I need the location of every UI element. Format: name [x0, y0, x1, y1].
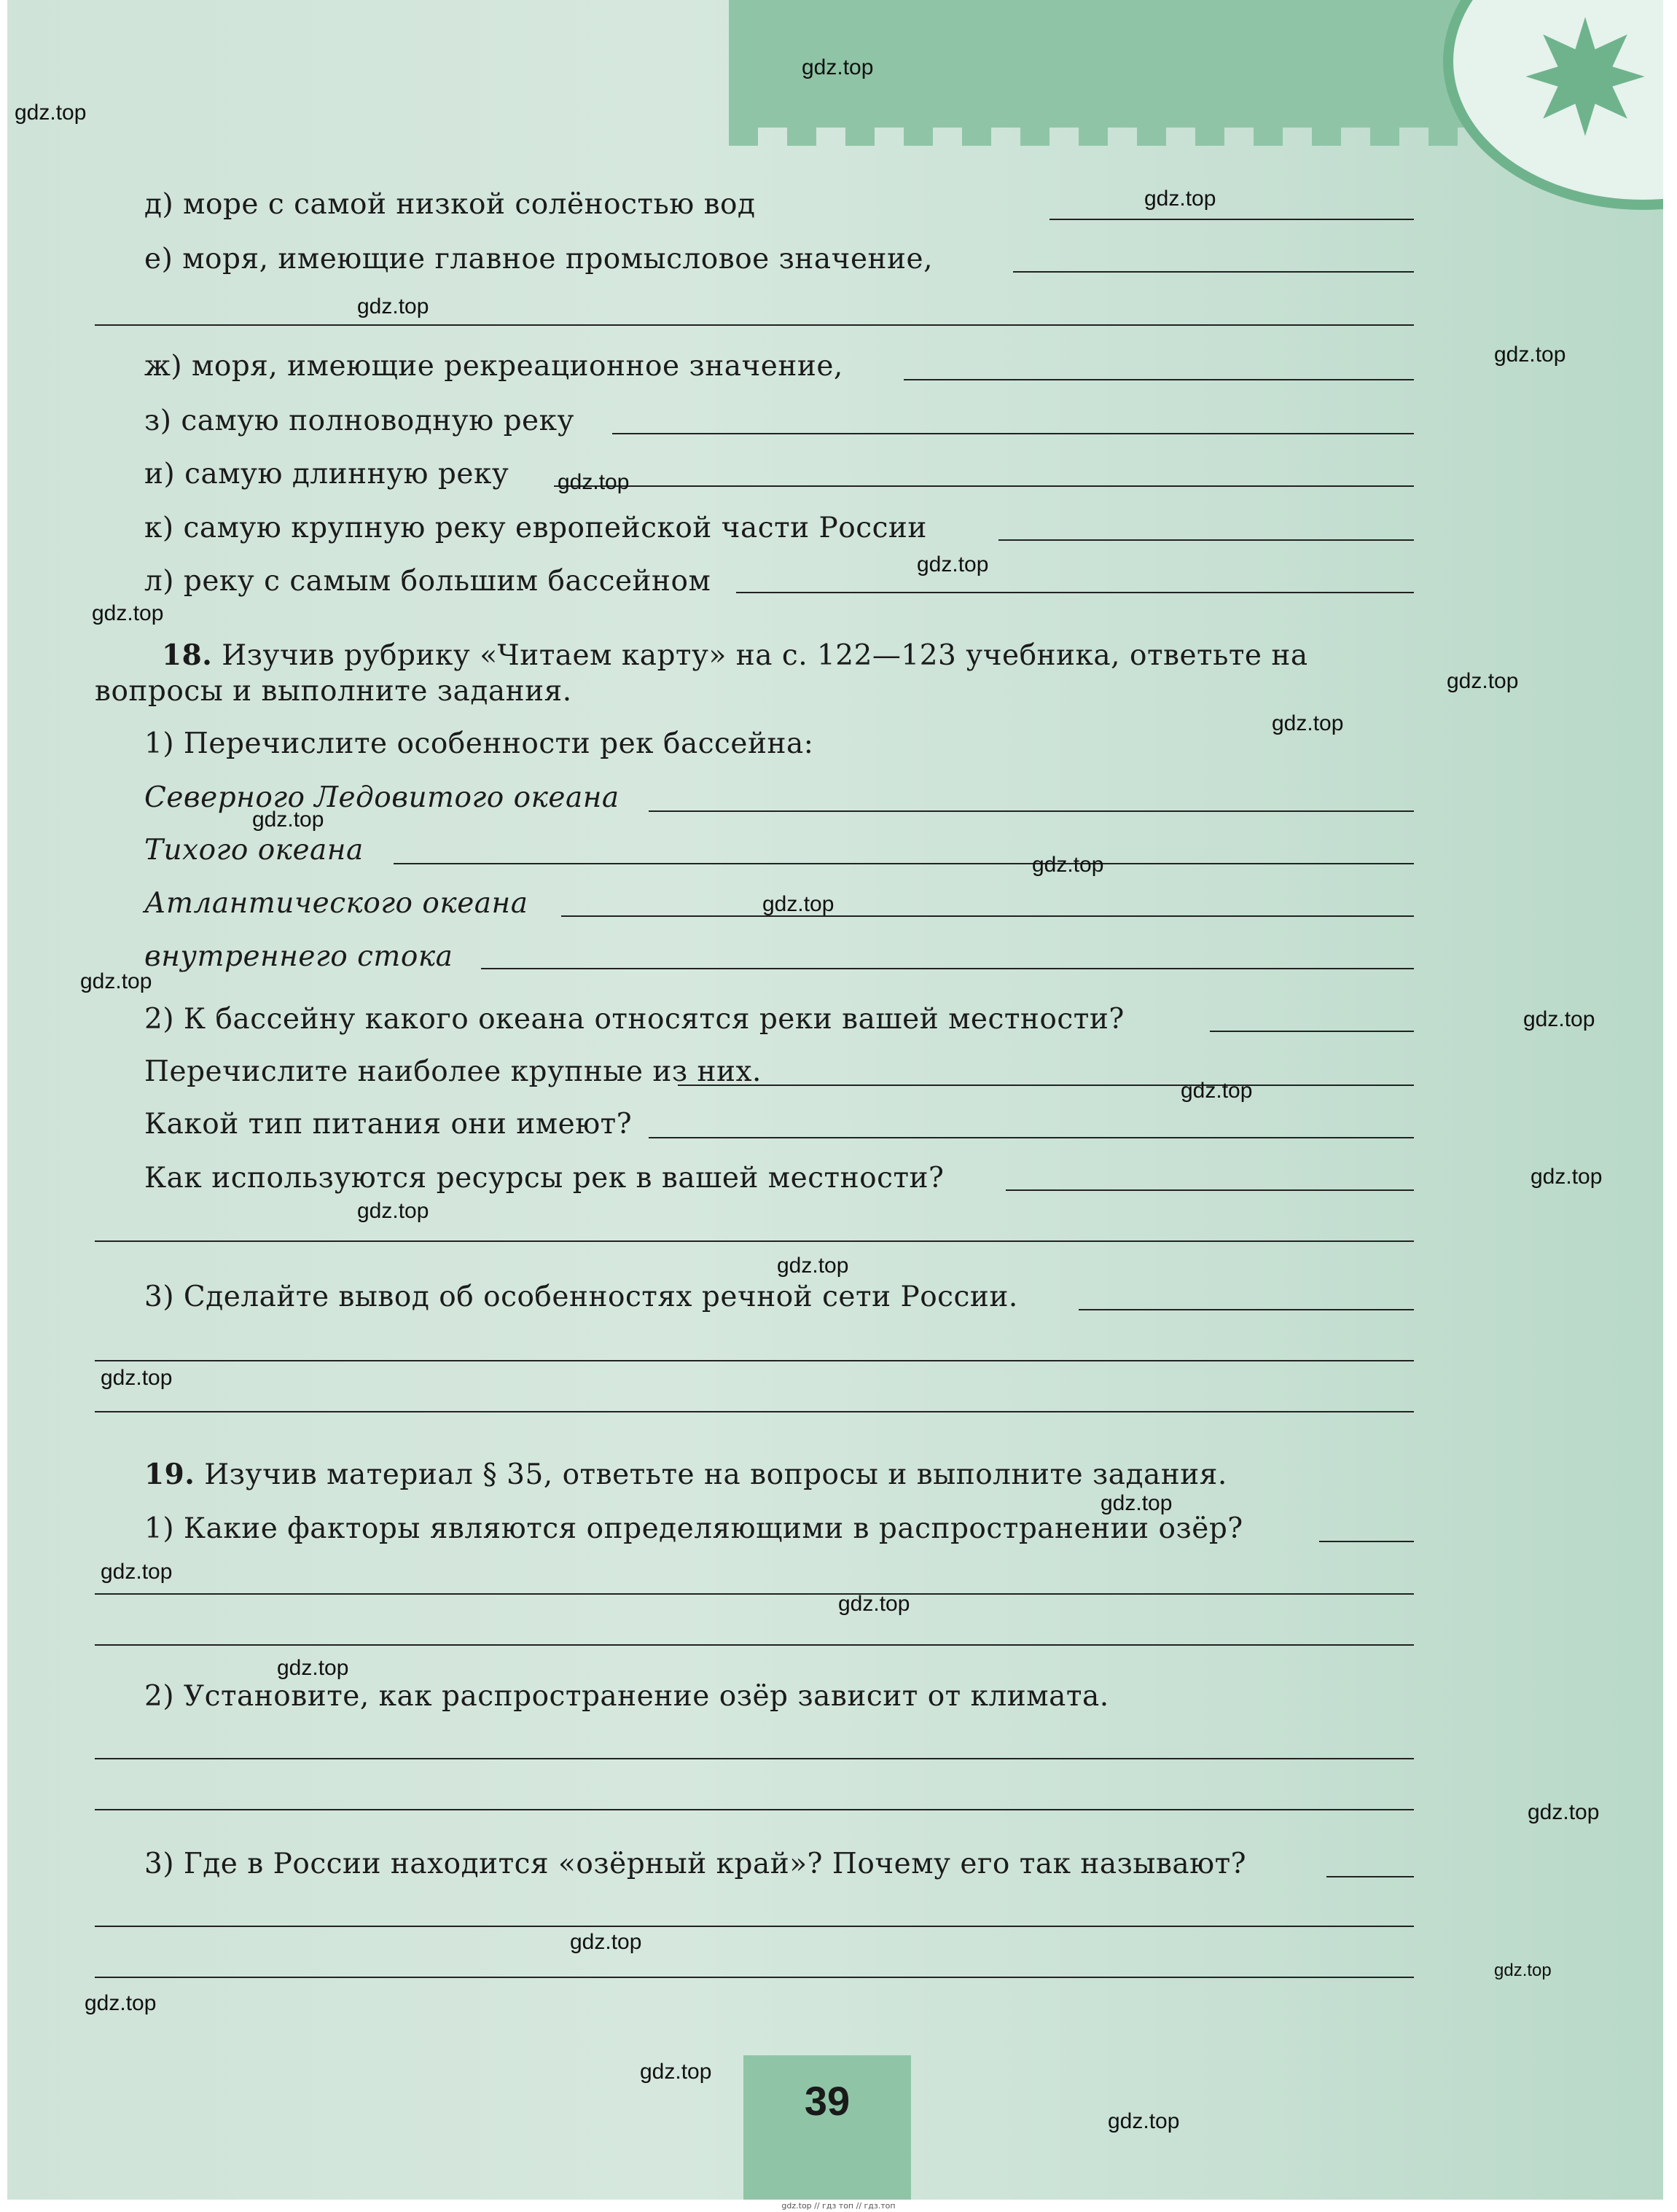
- watermark: gdz.top: [640, 2060, 712, 2084]
- item-e: е) моря, имеющие главное промысловое значение,: [144, 243, 933, 275]
- watermark: gdz.top: [838, 1592, 910, 1616]
- item-zh: ж) моря, имеющие рекреационное значение,: [144, 350, 843, 383]
- watermark: gdz.top: [101, 1366, 173, 1390]
- watermark: gdz.top: [80, 969, 152, 993]
- watermark: gdz.top: [1447, 669, 1519, 693]
- q19-sub2: 2) Установите, как распространение озёр зависит от климата.: [144, 1680, 1109, 1713]
- answer-line: [481, 968, 1414, 969]
- answer-line: [95, 1240, 1414, 1242]
- watermark: gdz.top: [15, 101, 87, 125]
- q18-sub2-b: Какой тип питания они имеют?: [144, 1108, 633, 1141]
- answer-line: [95, 1644, 1414, 1646]
- watermark: gdz.top: [1272, 711, 1344, 735]
- watermark: gdz.top: [101, 1560, 173, 1584]
- item-i: и) самую длинную реку: [144, 458, 509, 491]
- watermark: gdz.top: [1101, 1491, 1173, 1515]
- watermark: gdz.top: [252, 808, 324, 832]
- q19-text: Изучив материал § 35, ответьте на вопросы и выполните задания.: [204, 1458, 1227, 1491]
- watermark: gdz.top: [1494, 343, 1566, 367]
- answer-line: [678, 1084, 1414, 1086]
- watermark: gdz.top: [1181, 1079, 1253, 1103]
- basin-internal: внутреннего стока: [144, 940, 453, 973]
- q19-sub3: 3) Где в России находится «озёрный край»? Почему его так называют?: [144, 1848, 1247, 1880]
- answer-line: [649, 810, 1414, 812]
- page-number: 39: [804, 2078, 851, 2124]
- answer-line: [95, 1758, 1414, 1759]
- workbook-page: [7, 0, 1663, 2200]
- watermark: gdz.top: [1108, 2109, 1180, 2133]
- answer-line: [554, 485, 1414, 487]
- watermark: gdz.top: [762, 892, 834, 916]
- watermark: gdz.top: [558, 470, 630, 494]
- item-d: д) море с самой низкой солёностью вод: [144, 188, 756, 221]
- answer-line: [904, 379, 1414, 380]
- answer-line: [95, 1926, 1414, 1927]
- watermark: gdz.top: [1144, 187, 1216, 211]
- q18-number: 18.: [162, 638, 213, 672]
- q19-number: 19.: [144, 1458, 195, 1491]
- answer-line: [998, 539, 1414, 541]
- answer-line: [95, 1593, 1414, 1595]
- answer-line: [1326, 1876, 1414, 1877]
- answer-line: [95, 1360, 1414, 1361]
- watermark: gdz.top: [357, 294, 429, 318]
- watermark: gdz.top: [1531, 1165, 1603, 1189]
- watermark: gdz.top: [1528, 1800, 1600, 1824]
- watermark: gdz.top: [1032, 853, 1104, 877]
- star-icon: [1523, 15, 1647, 138]
- bottom-note: gdz.top // гдз топ // гдз.топ: [781, 2201, 896, 2211]
- answer-line: [1049, 219, 1414, 220]
- q18-sub1: 1) Перечислите особенности рек бассейна:: [144, 727, 814, 760]
- answer-line: [1210, 1031, 1414, 1032]
- answer-line: [1079, 1309, 1414, 1310]
- basin-arctic: Северного Ледовитого океана: [144, 781, 619, 814]
- watermark: gdz.top: [917, 552, 989, 577]
- answer-line: [95, 1411, 1414, 1412]
- answer-line: [649, 1137, 1414, 1138]
- q19-heading: [144, 1458, 1227, 1491]
- answer-line: [394, 863, 1414, 864]
- answer-line: [736, 592, 1414, 593]
- item-z: з) самую полноводную реку: [144, 405, 574, 437]
- header-zigzag: [729, 117, 1458, 146]
- q18-sub2-c: Как используются ресурсы рек в вашей местности?: [144, 1162, 945, 1195]
- answer-line: [95, 324, 1414, 326]
- watermark: gdz.top: [1523, 1007, 1595, 1031]
- item-l: л) реку с самым большим бассейном: [144, 565, 711, 598]
- q18-sub2-a: Перечислите наиболее крупные из них.: [144, 1055, 762, 1088]
- q18-sub3: 3) Сделайте вывод об особенностях речной сети России.: [144, 1281, 1018, 1313]
- answer-line: [561, 915, 1414, 917]
- answer-line: [95, 1977, 1414, 1978]
- basin-atlantic: Атлантического океана: [144, 887, 528, 920]
- answer-line: [1013, 271, 1414, 273]
- watermark: gdz.top: [1494, 1961, 1552, 1980]
- watermark: gdz.top: [802, 55, 874, 79]
- q18-heading: [162, 638, 1308, 672]
- watermark: gdz.top: [357, 1199, 429, 1223]
- q18-sub2: 2) К бассейну какого океана относятся реки вашей местности?: [144, 1003, 1125, 1036]
- answer-line: [1319, 1541, 1414, 1542]
- answer-line: [95, 1809, 1414, 1810]
- q18-text-line2: вопросы и выполните задания.: [95, 675, 572, 708]
- answer-line: [1006, 1189, 1414, 1191]
- q18-text-line1: Изучив рубрику «Читаем карту» на с. 122—123 учебника, ответьте на: [222, 639, 1308, 672]
- q19-sub1: 1) Какие факторы являются определяющими в распространении озёр?: [144, 1512, 1243, 1545]
- basin-pacific: Тихого океана: [144, 834, 364, 867]
- item-k: к) самую крупную реку европейской части России: [144, 512, 927, 544]
- watermark: gdz.top: [570, 1930, 642, 1954]
- answer-line: [612, 433, 1414, 434]
- watermark: gdz.top: [92, 601, 164, 625]
- watermark: gdz.top: [85, 1991, 157, 2015]
- watermark: gdz.top: [277, 1656, 349, 1680]
- watermark: gdz.top: [777, 1254, 849, 1278]
